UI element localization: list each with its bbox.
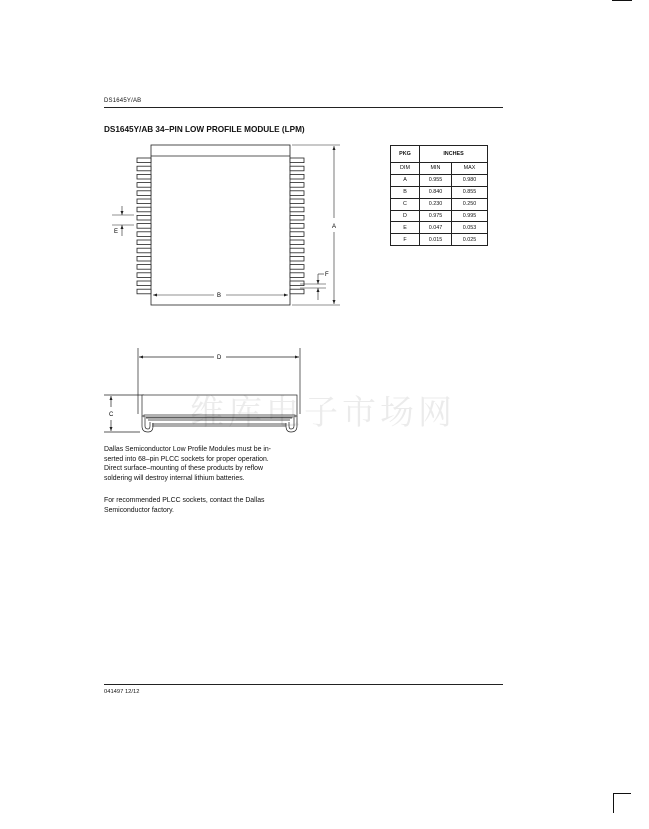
crop-mark-top	[612, 0, 632, 1]
table-row	[391, 174, 488, 186]
pin	[290, 224, 304, 229]
pin	[137, 199, 151, 204]
inches-header: INCHES	[420, 146, 488, 163]
pin	[137, 158, 151, 163]
pin	[290, 215, 304, 220]
note-line: Semiconductor factory.	[104, 506, 174, 514]
pin	[290, 174, 304, 179]
pin	[290, 191, 304, 196]
watermark: 维库电子市场网	[190, 393, 456, 433]
row-min: 0.015	[420, 234, 452, 246]
table-row	[391, 198, 488, 210]
dim-c-label: C	[109, 412, 114, 418]
pin	[137, 191, 151, 196]
dim-f-label: F	[325, 272, 329, 278]
note-line: soldering will destroy internal lithium batteries.	[104, 474, 245, 482]
row-min: 0.230	[420, 198, 452, 210]
pin	[137, 289, 151, 294]
pin	[290, 183, 304, 188]
dim-d-label: D	[217, 355, 222, 361]
left-pin-row	[137, 158, 151, 294]
pkg-header: PKG	[391, 146, 420, 163]
min-header: MIN	[420, 163, 452, 175]
row-min: 0.975	[420, 210, 452, 222]
table-row	[391, 186, 488, 198]
pin	[290, 158, 304, 163]
note-line: Direct surface–mounting of these products by reflow	[104, 465, 263, 473]
pin	[137, 256, 151, 261]
dim-a-label: A	[332, 224, 337, 230]
crop-mark-bottom-h	[613, 793, 631, 794]
pin	[290, 248, 304, 253]
row-dim: D	[391, 210, 420, 222]
pin	[290, 256, 304, 261]
row-max: 0.855	[452, 186, 488, 198]
page-header-part-number: DS1645Y/AB	[104, 98, 142, 104]
notes-paragraph-2	[104, 496, 300, 515]
note-line: Dallas Semiconductor Low Profile Modules must be in-	[104, 446, 271, 453]
note-line: For recommended PLCC sockets, contact the Dallas	[104, 497, 265, 504]
section-title: DS1645Y/AB 34–PIN LOW PROFILE MODULE (LPM)	[104, 125, 305, 134]
table-row	[391, 234, 488, 246]
dim-header: DIM	[391, 163, 420, 175]
note-line: serted into 68–pin PLCC sockets for proper operation.	[104, 455, 269, 463]
pin	[290, 281, 304, 286]
row-max: 0.250	[452, 198, 488, 210]
pin	[137, 224, 151, 229]
pin	[137, 232, 151, 237]
pin	[290, 273, 304, 278]
module-body	[151, 145, 290, 305]
pin	[137, 183, 151, 188]
pin	[137, 248, 151, 253]
row-dim: E	[391, 222, 420, 234]
pin	[290, 207, 304, 212]
pin	[290, 232, 304, 237]
table-row	[391, 222, 488, 234]
crop-mark-bottom-v	[613, 793, 614, 813]
row-max: 0.995	[452, 210, 488, 222]
pin	[137, 265, 151, 270]
pin	[290, 240, 304, 245]
top-view-drawing	[104, 140, 349, 310]
row-max: 0.025	[452, 234, 488, 246]
pin	[137, 215, 151, 220]
dim-b-label: B	[217, 293, 222, 299]
pin	[137, 240, 151, 245]
row-min: 0.047	[420, 222, 452, 234]
dimension-table	[390, 145, 488, 246]
pin	[290, 289, 304, 294]
pin	[290, 265, 304, 270]
pin	[137, 166, 151, 171]
dim-e-label: E	[114, 229, 119, 235]
row-max: 0.980	[452, 174, 488, 186]
table-row	[391, 210, 488, 222]
row-max: 0.053	[452, 222, 488, 234]
pin	[137, 273, 151, 278]
pin	[290, 199, 304, 204]
pin	[290, 166, 304, 171]
footer-rule	[104, 684, 503, 685]
pin	[137, 281, 151, 286]
pin	[137, 207, 151, 212]
row-dim: C	[391, 198, 420, 210]
row-min: 0.955	[420, 174, 452, 186]
row-dim: F	[391, 234, 420, 246]
row-dim: B	[391, 186, 420, 198]
right-pin-row	[290, 158, 304, 294]
footer-doc-code: 041497 12/12	[104, 689, 140, 695]
pin	[137, 174, 151, 179]
header-rule	[104, 107, 503, 108]
row-min: 0.840	[420, 186, 452, 198]
notes-paragraph-1	[104, 445, 300, 483]
row-dim: A	[391, 174, 420, 186]
max-header: MAX	[452, 163, 488, 175]
